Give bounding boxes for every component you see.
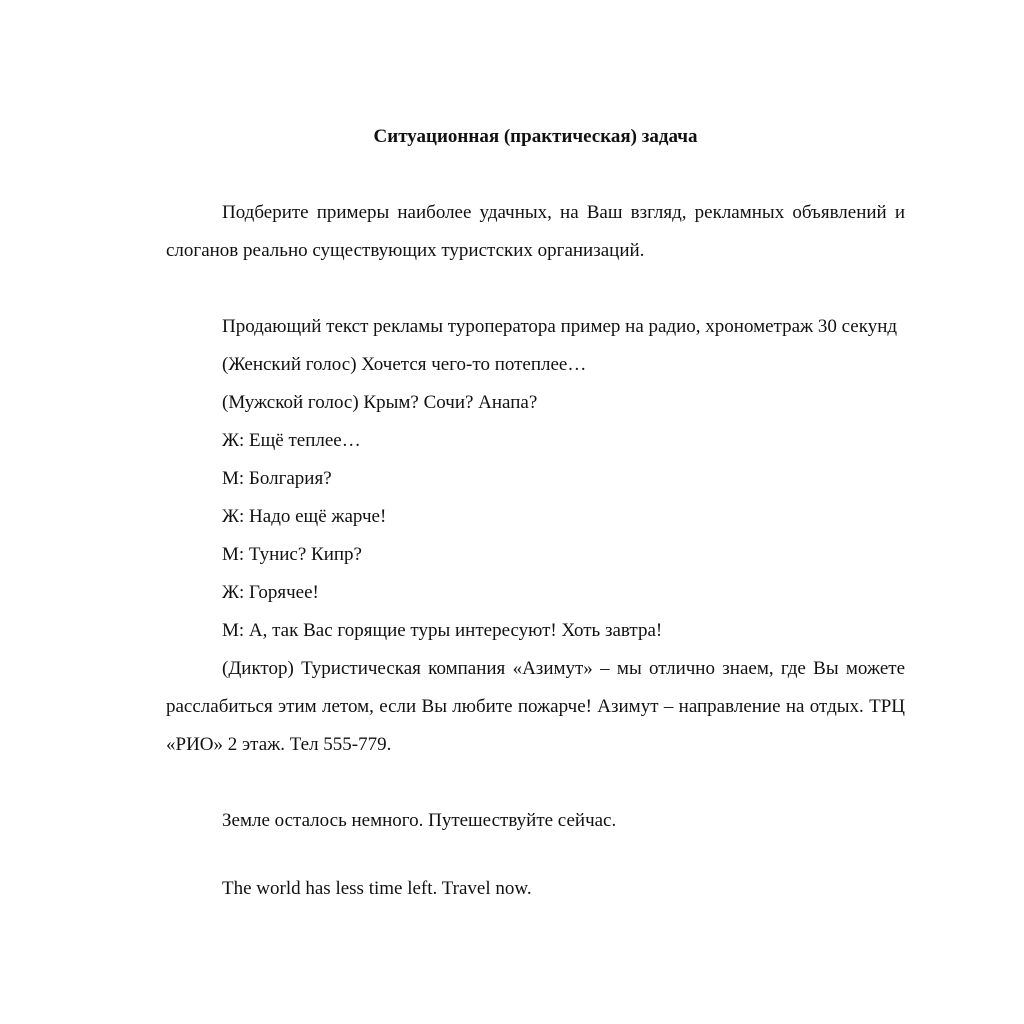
intro-paragraph: Подберите примеры наиболее удачных, на Ваш взгляд, рекламных объявлений и слоганов реально существующих туристских организаций.: [166, 202, 905, 261]
spacer: [166, 764, 905, 802]
document-title: Ситуационная (практическая) задача: [373, 126, 698, 147]
dialogue-line: Ж: Горячее!: [222, 582, 319, 603]
slogan-russian: Земле осталось немного. Путешествуйте сейчас.: [222, 810, 617, 831]
example-heading: Продающий текст рекламы туроператора пример на радио, хронометраж 30 секунд: [222, 316, 898, 337]
dialogue-line: М: Болгария?: [222, 468, 332, 489]
document-body: [166, 118, 905, 840]
dialogue-line: М: А, так Вас горящие туры интересуют! Хоть завтра!: [222, 620, 663, 641]
dialogue-line: (Женский голос) Хочется чего-то потеплее…: [222, 354, 587, 375]
dialogue-line: Ж: Надо ещё жарче!: [222, 506, 387, 527]
announcer-paragraph: (Диктор) Туристическая компания «Азимут» – мы отлично знаем, где Вы можете расслабиться этим летом, если Вы любите пожарче! Азимут – направление на отдых. ТРЦ «РИО» 2 этаж. Тел 555-779.: [166, 658, 905, 755]
spacer: [166, 270, 905, 308]
page-cutoff-line: [166, 870, 905, 898]
dialogue-line: М: Тунис? Кипр?: [222, 544, 362, 565]
slogan-english: The world has less time left. Travel now.: [222, 878, 532, 898]
dialogue-line: (Мужской голос) Крым? Сочи? Анапа?: [222, 392, 538, 413]
dialogue-line: Ж: Ещё теплее…: [222, 430, 361, 451]
